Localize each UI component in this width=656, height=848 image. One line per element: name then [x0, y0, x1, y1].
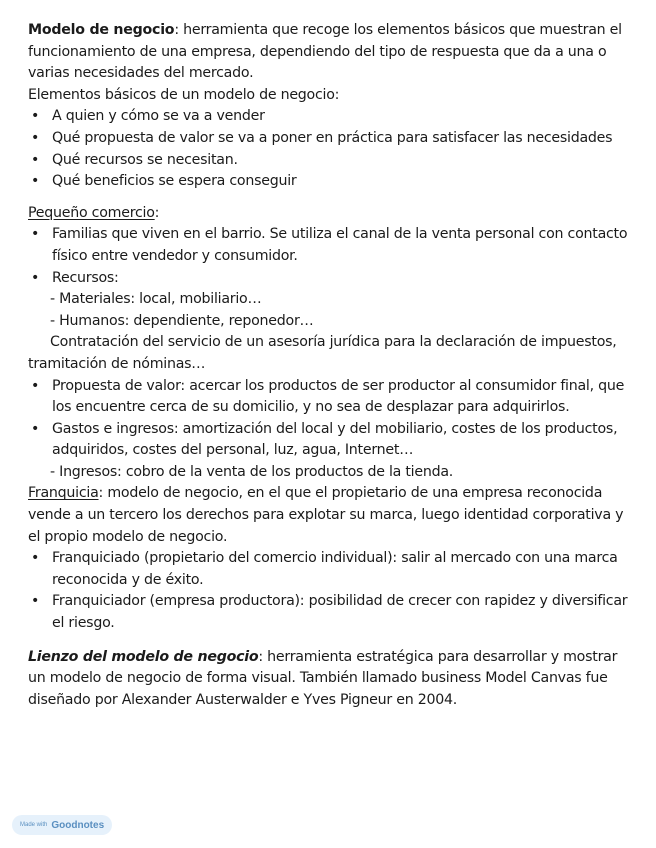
term-modelo-negocio: Modelo de negocio: [28, 22, 175, 38]
intro-definition: : herramienta que recoge los elementos básicos que muestran el funcionamiento de una empresa, dependiendo del tipo de respuesta que da a una o varias necesidades del mercado.: [28, 22, 622, 82]
pequeno-heading-line: [28, 203, 632, 225]
franquicia-list: [28, 548, 632, 634]
contratacion-paragraph: Contratación del servicio de un asesoría jurídica para la declaración de impuestos, tramitación de nóminas…: [28, 334, 617, 372]
goodnotes-badge: [12, 815, 112, 835]
list-item: • Propuesta de valor: acercar los productos de ser productor al consumidor final, que los encuentre cerca de su domicilio, y no sea de desplazar para adquirirlos.: [28, 376, 632, 419]
recursos-humanos: - Humanos: dependiente, reponedor…: [50, 312, 314, 329]
list-item: • Recursos:: [28, 268, 632, 290]
list-item: • Qué beneficios se espera conseguir: [28, 171, 632, 193]
franquicia-heading: Franquicia: [28, 485, 99, 502]
pequeno-list-2: [28, 376, 632, 462]
recursos-materiales: - Materiales: local, mobiliario…: [50, 291, 262, 308]
term-lienzo: Lienzo del modelo de negocio: [28, 648, 259, 665]
spacer: [28, 193, 632, 203]
franquicia-paragraph: [28, 483, 632, 548]
list-item: • A quien y cómo se va a vender: [28, 106, 632, 128]
franquicia-definition: : modelo de negocio, en el que el propietario de una empresa reconocida vende a un tercero los derechos para explotar su marca, luego identidad corporativa y el propio modelo de negocio.: [28, 485, 624, 545]
list-item: • Franquiciado (propietario del comercio individual): salir al mercado con una marca reconocida y de éxito.: [28, 548, 632, 591]
list-item: • Gastos e ingresos: amortización del local y del mobiliario, costes de los productos, adquiridos, costes del personal, luz, agua, Internet…: [28, 419, 632, 462]
list-item: • Familias que viven en el barrio. Se utiliza el canal de la venta personal con contacto físico entre vendedor y consumidor.: [28, 224, 632, 267]
elements-heading: Elementos básicos de un modelo de negocio:: [28, 86, 340, 103]
intro-paragraph: [28, 20, 632, 85]
list-item: • Qué propuesta de valor se va a poner en práctica para satisfacer las necesidades: [28, 128, 632, 150]
spacer: [28, 635, 632, 647]
pequeno-comercio-heading: Pequeño comercio: [28, 204, 155, 221]
list-item: • Qué recursos se necesitan.: [28, 150, 632, 172]
ingresos-line: - Ingresos: cobro de la venta de los productos de la tienda.: [50, 463, 454, 480]
pequeno-list: [28, 224, 632, 289]
badge-brand: Goodnotes: [51, 819, 105, 831]
badge-prefix: Made with: [20, 822, 48, 828]
lienzo-definition: : herramienta estratégica para desarrollar y mostrar un modelo de negocio de forma visual. También llamado business Model Canvas fue diseñado por Alexander Austerwalder e Yves Pigneur en 2004.: [28, 648, 618, 708]
list-item: • Franquiciador (empresa productora): posibilidad de crecer con rapidez y diversificar el riesgo.: [28, 591, 632, 634]
elements-list: [28, 106, 632, 192]
pequeno-colon: :: [154, 204, 160, 221]
notes-page: [28, 20, 632, 711]
lienzo-paragraph: [28, 647, 632, 712]
